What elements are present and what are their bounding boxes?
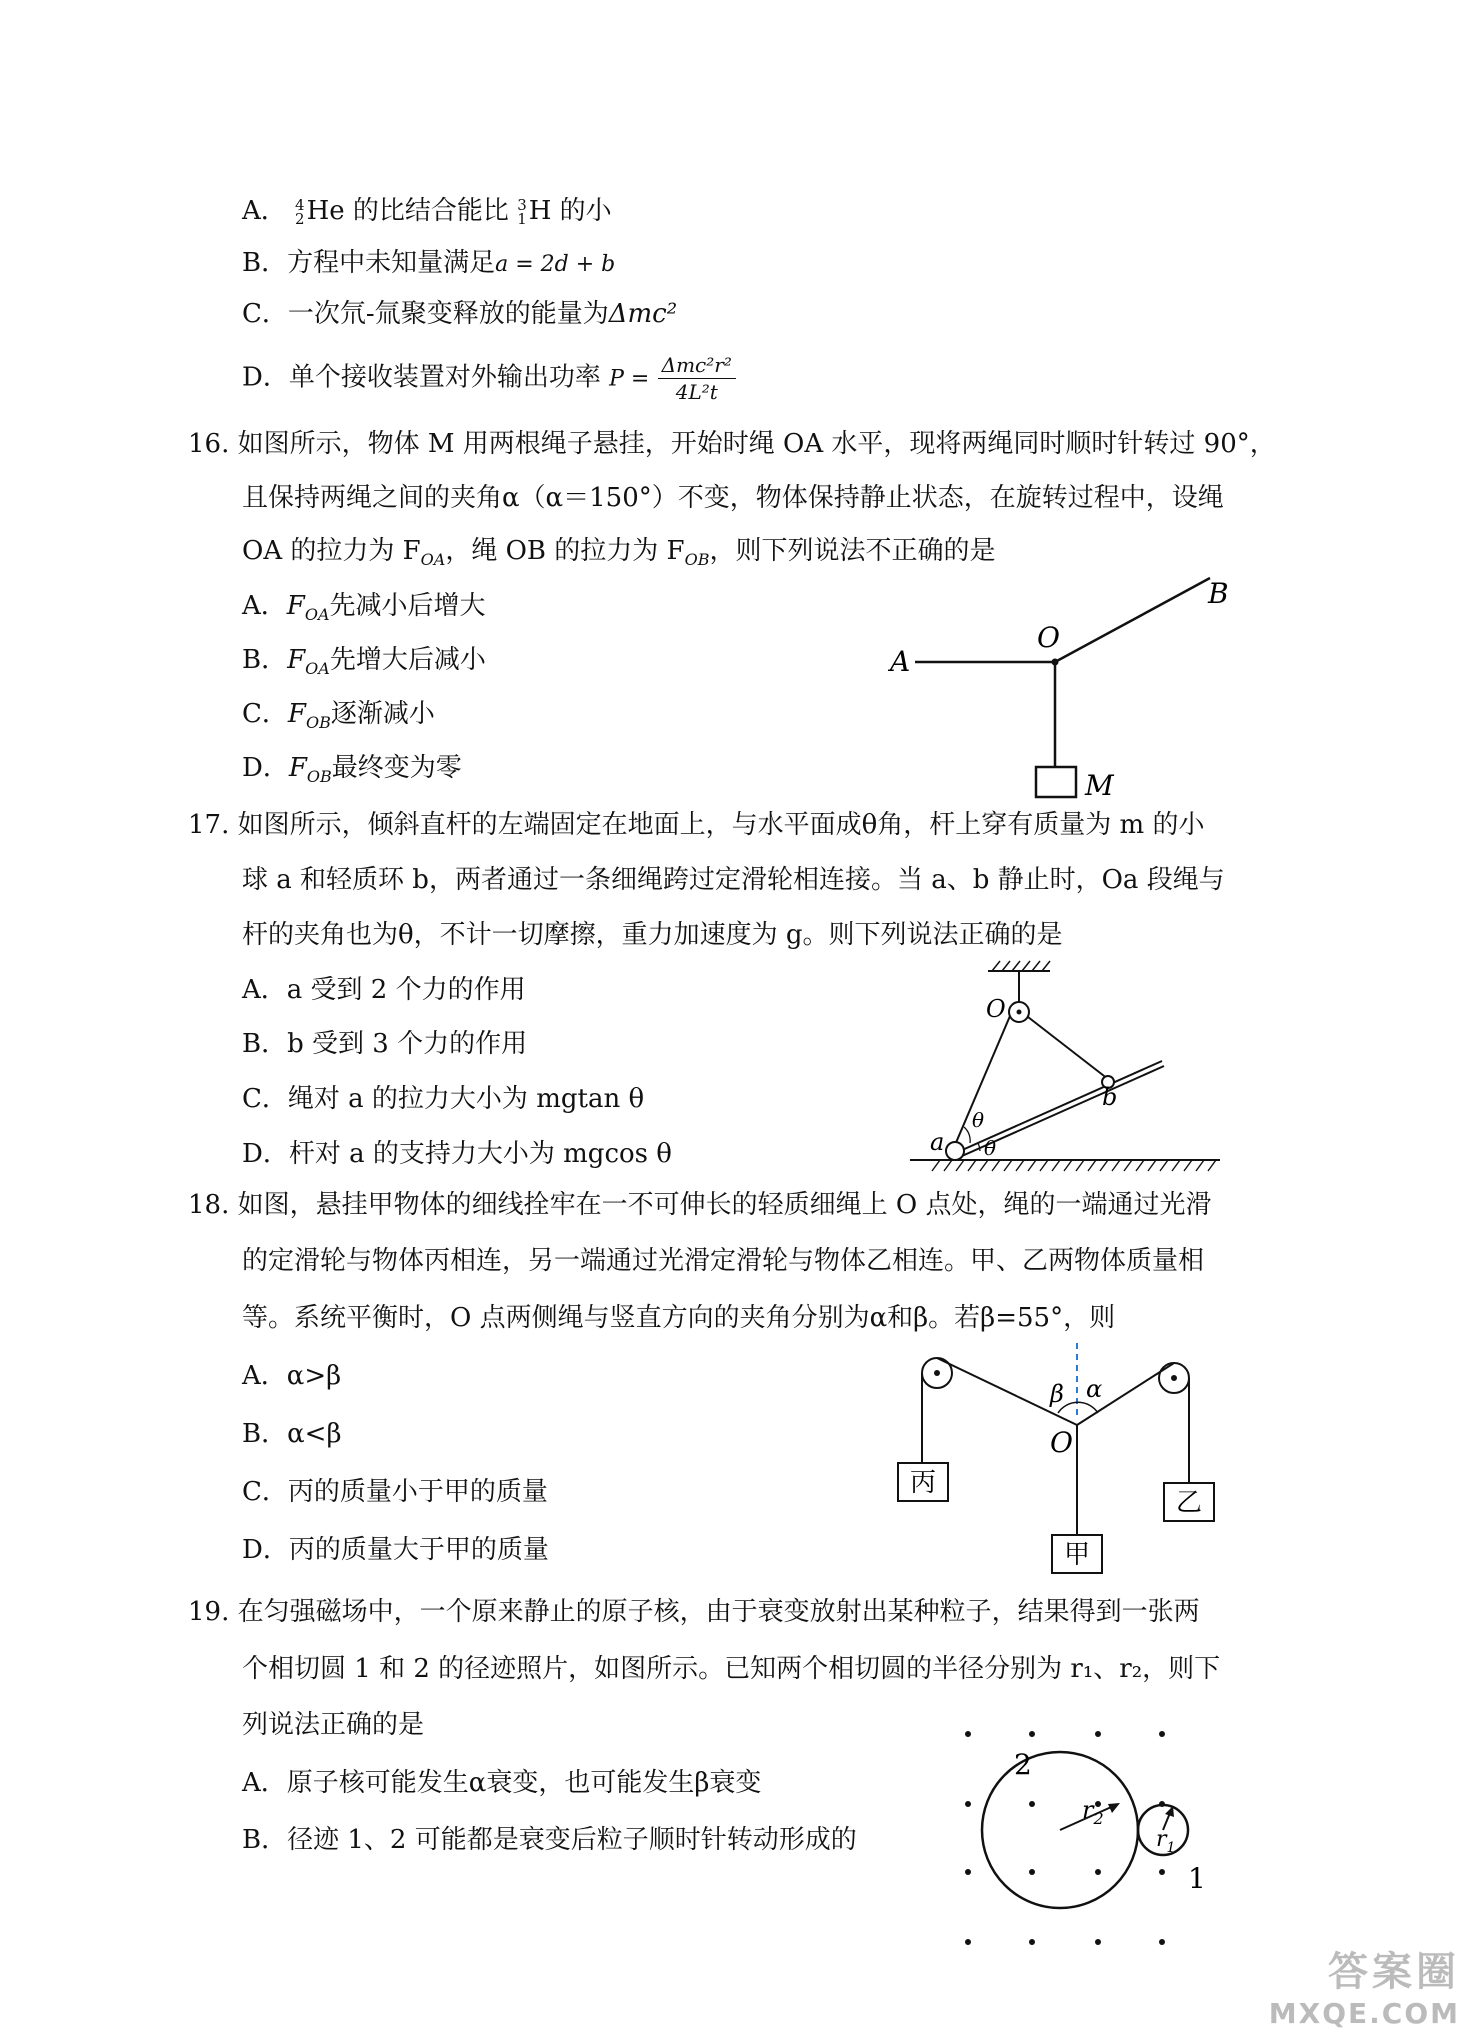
label-theta-2: θ [984,1136,997,1160]
q17-stem-line3: 杆的夹角也为θ，不计一切摩擦，重力加速度为 g。则下列说法正确的是 [242,920,1063,950]
q15-option-a: A． 4 2 He 的比结合能比 3 1 H 的小 [242,196,612,228]
ground-hatch [932,1160,1216,1171]
label-o: O [1050,1426,1073,1459]
q15-option-b: B．方程中未知量满足a = 2d + b [242,248,616,278]
q19-option-b: B．径迹 1、2 可能都是衰变后粒子顺时针转动形成的 [242,1825,857,1855]
label-o: O [986,995,1006,1023]
label-a: A [890,645,911,678]
label-jia: 甲 [1064,1540,1091,1570]
q16-stem-line1: 16. 如图所示，物体 M 用两根绳子悬挂，开始时绳 OA 水平，现将两绳同时顺时针转过 90°， [188,429,1276,459]
label-yi: 乙 [1176,1488,1203,1518]
q18-stem-line1: 18. 如图，悬挂甲物体的细线拴牢在一不可伸长的轻质细绳上 O 点处，绳的一端通过光滑 [188,1190,1212,1220]
q17-option-b: B．b 受到 3 个力的作用 [242,1029,528,1059]
label-2: 2 [1014,1748,1032,1781]
power-fraction: $\frac{\text{Δmc²r²}}{\text{4L²t}}$ [658,352,736,405]
q16-option-c: C．$F_{OB}$逐渐减小 [242,699,435,733]
q17-stem-line1: 17. 如图所示，倾斜直杆的左端固定在地面上，与水平面成θ角，杆上穿有质量为 m 的小 [188,810,1205,840]
q15-option-c: C．一次氘-氚聚变释放的能量为Δmc² [242,299,678,329]
q16-option-a: A．$F_{OA}$先减小后增大 [242,591,486,625]
ceiling-hatch [992,961,1050,971]
q18-option-a: A．α>β [242,1361,342,1391]
q18-stem-line3: 等。系统平衡时，O 点两侧绳与竖直方向的夹角分别为α和β。若β=55°，则 [242,1303,1116,1333]
label-1: 1 [1188,1862,1206,1895]
q16-option-b: B．$F_{OA}$先增大后减小 [242,645,486,679]
q17-option-a: A．a 受到 2 个力的作用 [242,975,526,1005]
q16-figure [880,570,1240,810]
q19-stem-line2: 个相切圆 1 和 2 的径迹照片，如图所示。已知两个相切圆的半径分别为 r₁、r₂，则下 [242,1654,1221,1684]
q16-stem-line3: OA 的拉力为 $F_{OA}$，绳 OB 的拉力为 $F_{OB}$，则下列说法不正确的是 [242,536,996,570]
q16-stem-line2: 且保持两绳之间的夹角α（α＝150°）不变，物体保持静止状态，在旋转过程中，设绳 [242,483,1224,513]
q18-option-d: D．丙的质量大于甲的质量 [242,1535,549,1565]
label-m: M [1085,769,1114,802]
q17-option-d: D．杆对 a 的支持力大小为 mgcos θ [242,1139,672,1169]
q15-option-d: D．单个接收装置对外输出功率 P = $\frac{\text{Δmc²r²}}{\text{4L²t}}$ [242,352,736,405]
label-b: B [1208,577,1229,610]
q19-figure [950,1720,1250,1960]
label-beta: β [1050,1380,1064,1408]
rope-ob [1055,578,1210,662]
q18-option-b: B．α<β [242,1419,342,1449]
label-b: b [1102,1083,1118,1111]
q16-option-d: D．$F_{OB}$最终变为零 [242,753,462,787]
q17-stem-line2: 球 a 和轻质环 b，两者通过一条细绳跨过定滑轮相连接。当 a、b 静止时，Oa 段绳与 [242,865,1225,895]
field-dots [965,1731,1165,1945]
label-r1: $r_1$ [1156,1827,1176,1856]
watermark: 答案圈 MXQE.COM [1268,1949,1460,2030]
nuclide-he: 4 2 [295,196,305,228]
label-alpha: α [1086,1375,1103,1403]
q17-figure [900,955,1230,1180]
rope-ob [1028,1017,1108,1079]
q17-option-c: C．绳对 a 的拉力大小为 mgtan θ [242,1084,645,1114]
q18-stem-line2: 的定滑轮与物体丙相连，另一端通过光滑定滑轮与物体乙相连。甲、乙两物体质量相 [242,1246,1205,1276]
label-o: O [1037,621,1060,654]
label-r2: $r_2$ [1082,1796,1104,1828]
label-a: a [930,1128,945,1156]
label-bing: 丙 [910,1468,937,1498]
q19-stem-line1: 19. 在匀强磁场中，一个原来静止的原子核，由于衰变放射出某种粒子，结果得到一张两 [188,1597,1200,1627]
block-m [1036,767,1076,797]
ball-a [946,1142,964,1160]
knot-o [1052,659,1059,666]
q18-figure [880,1335,1220,1580]
angle-arc-rope [964,1127,970,1143]
q19-option-a: A．原子核可能发生α衰变，也可能发生β衰变 [242,1768,762,1798]
nuclide-h: 3 1 [517,196,527,228]
label-theta-1: θ [972,1108,985,1132]
q19-stem-line3: 列说法正确的是 [242,1710,425,1740]
q18-option-c: C．丙的质量小于甲的质量 [242,1477,548,1507]
